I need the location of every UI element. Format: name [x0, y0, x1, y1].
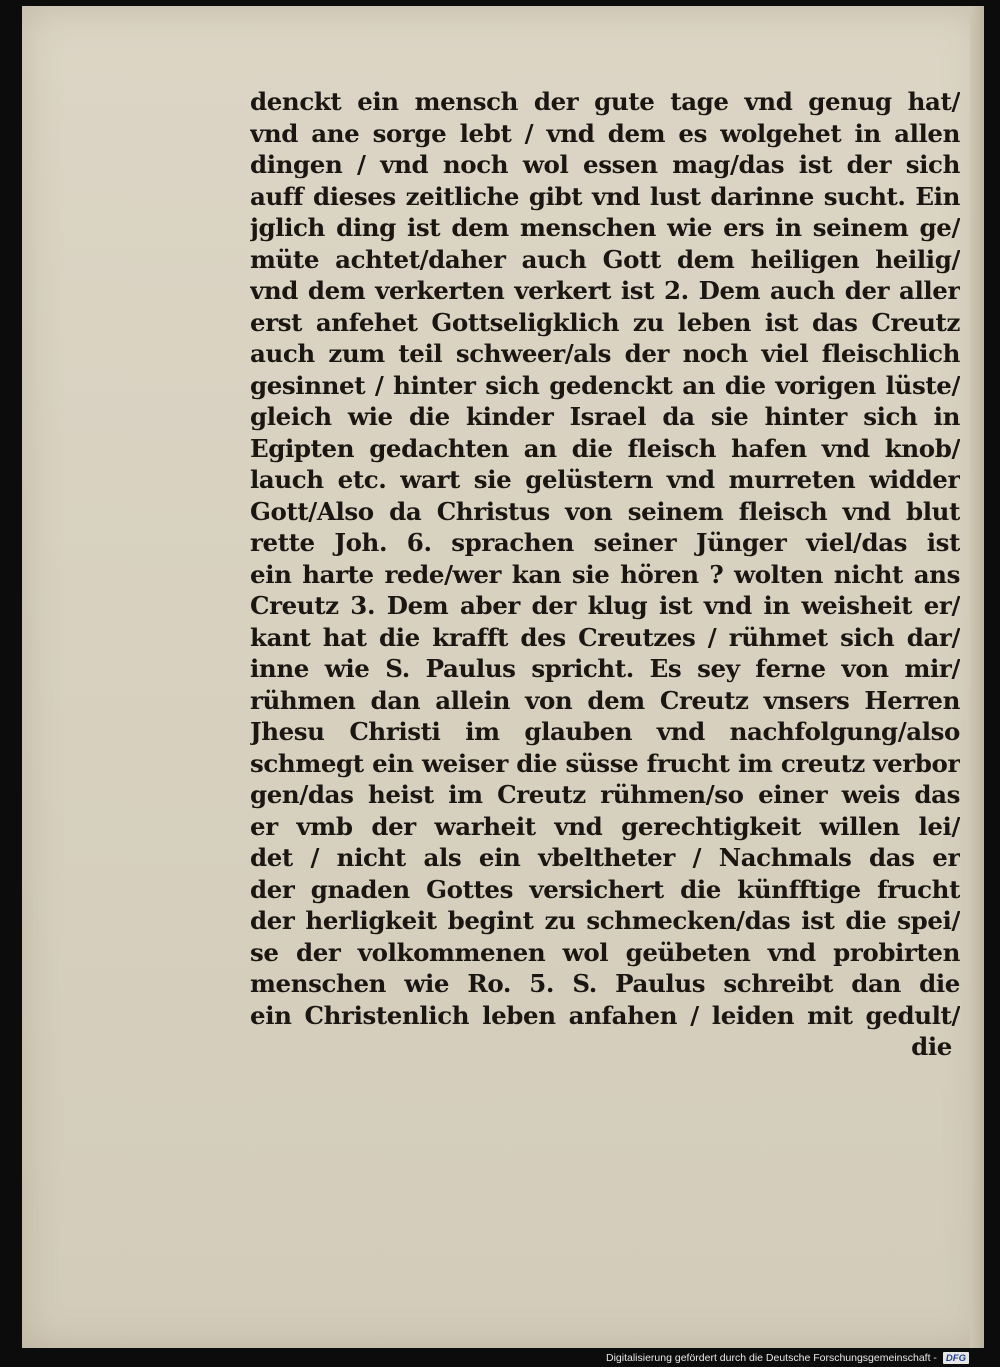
text-line-25: det / nicht als ein vbeltheter / Nachmals das er — [250, 843, 960, 872]
text-line-12: Egipten gedachten an die fleisch hafen vnd knob/ — [250, 433, 960, 463]
digitization-footer — [606, 1351, 969, 1365]
text-line-17: Creutz 3. Dem aber der klug ist vnd in weisheit er/ — [250, 591, 960, 620]
text-line-22: schmegt ein weiser die süsse frucht im creutz verbor — [250, 748, 960, 778]
text-line-5: jglich ding ist dem menschen wie ers in seinem ge/ — [250, 213, 960, 242]
text-line-18: kant hat die krafft des Creutzes / rühmet sich dar/ — [250, 622, 960, 652]
text-line-1: denckt ein mensch der gute tage vnd genug hat/ — [250, 87, 960, 116]
text-line-30: ein Christenlich leben anfahen / leiden mit gedult/ — [250, 1000, 960, 1030]
text-line-16: ein harte rede/wer kan sie hören ? wolten nicht ans — [250, 559, 960, 589]
text-line-15: rette Joh. 6. sprachen seiner Jünger viel/das ist — [250, 528, 960, 557]
text-line-29: menschen wie Ro. 5. S. Paulus schreibt dan die — [250, 969, 960, 998]
text-line-28: se der volkommenen wol geübeten vnd probirten — [250, 937, 960, 967]
text-line-7: vnd dem verkerten verkert ist 2. Dem auch der aller — [250, 276, 960, 305]
text-line-26: der gnaden Gottes versichert die künfftige frucht — [250, 874, 960, 904]
funding-notice: Digitalisierung gefördert durch die Deutsche Forschungsgemeinschaft - — [606, 1352, 937, 1364]
text-line-2: vnd ane sorge lebt / vnd dem es wolgehet in allen — [250, 118, 960, 148]
text-line-10: gesinnet / hinter sich gedenckt an die vorigen lüste/ — [250, 370, 960, 400]
text-line-6: müte achtet/daher auch Gott dem heiligen heilig/ — [250, 244, 960, 274]
text-line-24: er vmb der warheit vnd gerechtigkeit willen lei/ — [250, 811, 960, 841]
page-text — [250, 86, 960, 1063]
text-line-13: lauch etc. wart sie gelüstern vnd murreten widder — [250, 465, 960, 494]
text-line-3: dingen / vnd noch wol essen mag/das ist der sich — [250, 150, 960, 179]
text-line-21: Jhesu Christi im glauben vnd nachfolgung/also — [250, 717, 960, 746]
text-line-19: inne wie S. Paulus spricht. Es sey ferne von mir/ — [250, 654, 960, 683]
text-line-9: auch zum teil schweer/als der noch viel fleischlich — [250, 339, 960, 368]
text-line-27: der herligkeit begint zu schmecken/das ist die spei/ — [250, 906, 960, 935]
text-line-8: erst anfehet Gottseligklich zu leben ist das Creutz — [250, 307, 960, 337]
text-line-14: Gott/Also da Christus von seinem fleisch vnd blut — [250, 496, 960, 526]
catchword: die — [911, 1032, 952, 1061]
text-line-4: auff dieses zeitliche gibt vnd lust darinne sucht. Ein — [250, 181, 960, 211]
text-line-20: rühmen dan allein von dem Creutz vnsers Herren — [250, 685, 960, 715]
text-line-11: gleich wie die kinder Israel da sie hinter sich in — [250, 402, 960, 431]
text-line-23: gen/das heist im Creutz rühmen/so einer weis das — [250, 780, 960, 809]
book-page — [22, 6, 984, 1348]
page-edge — [970, 6, 984, 1348]
dfg-logo-icon: DFG — [943, 1352, 969, 1364]
